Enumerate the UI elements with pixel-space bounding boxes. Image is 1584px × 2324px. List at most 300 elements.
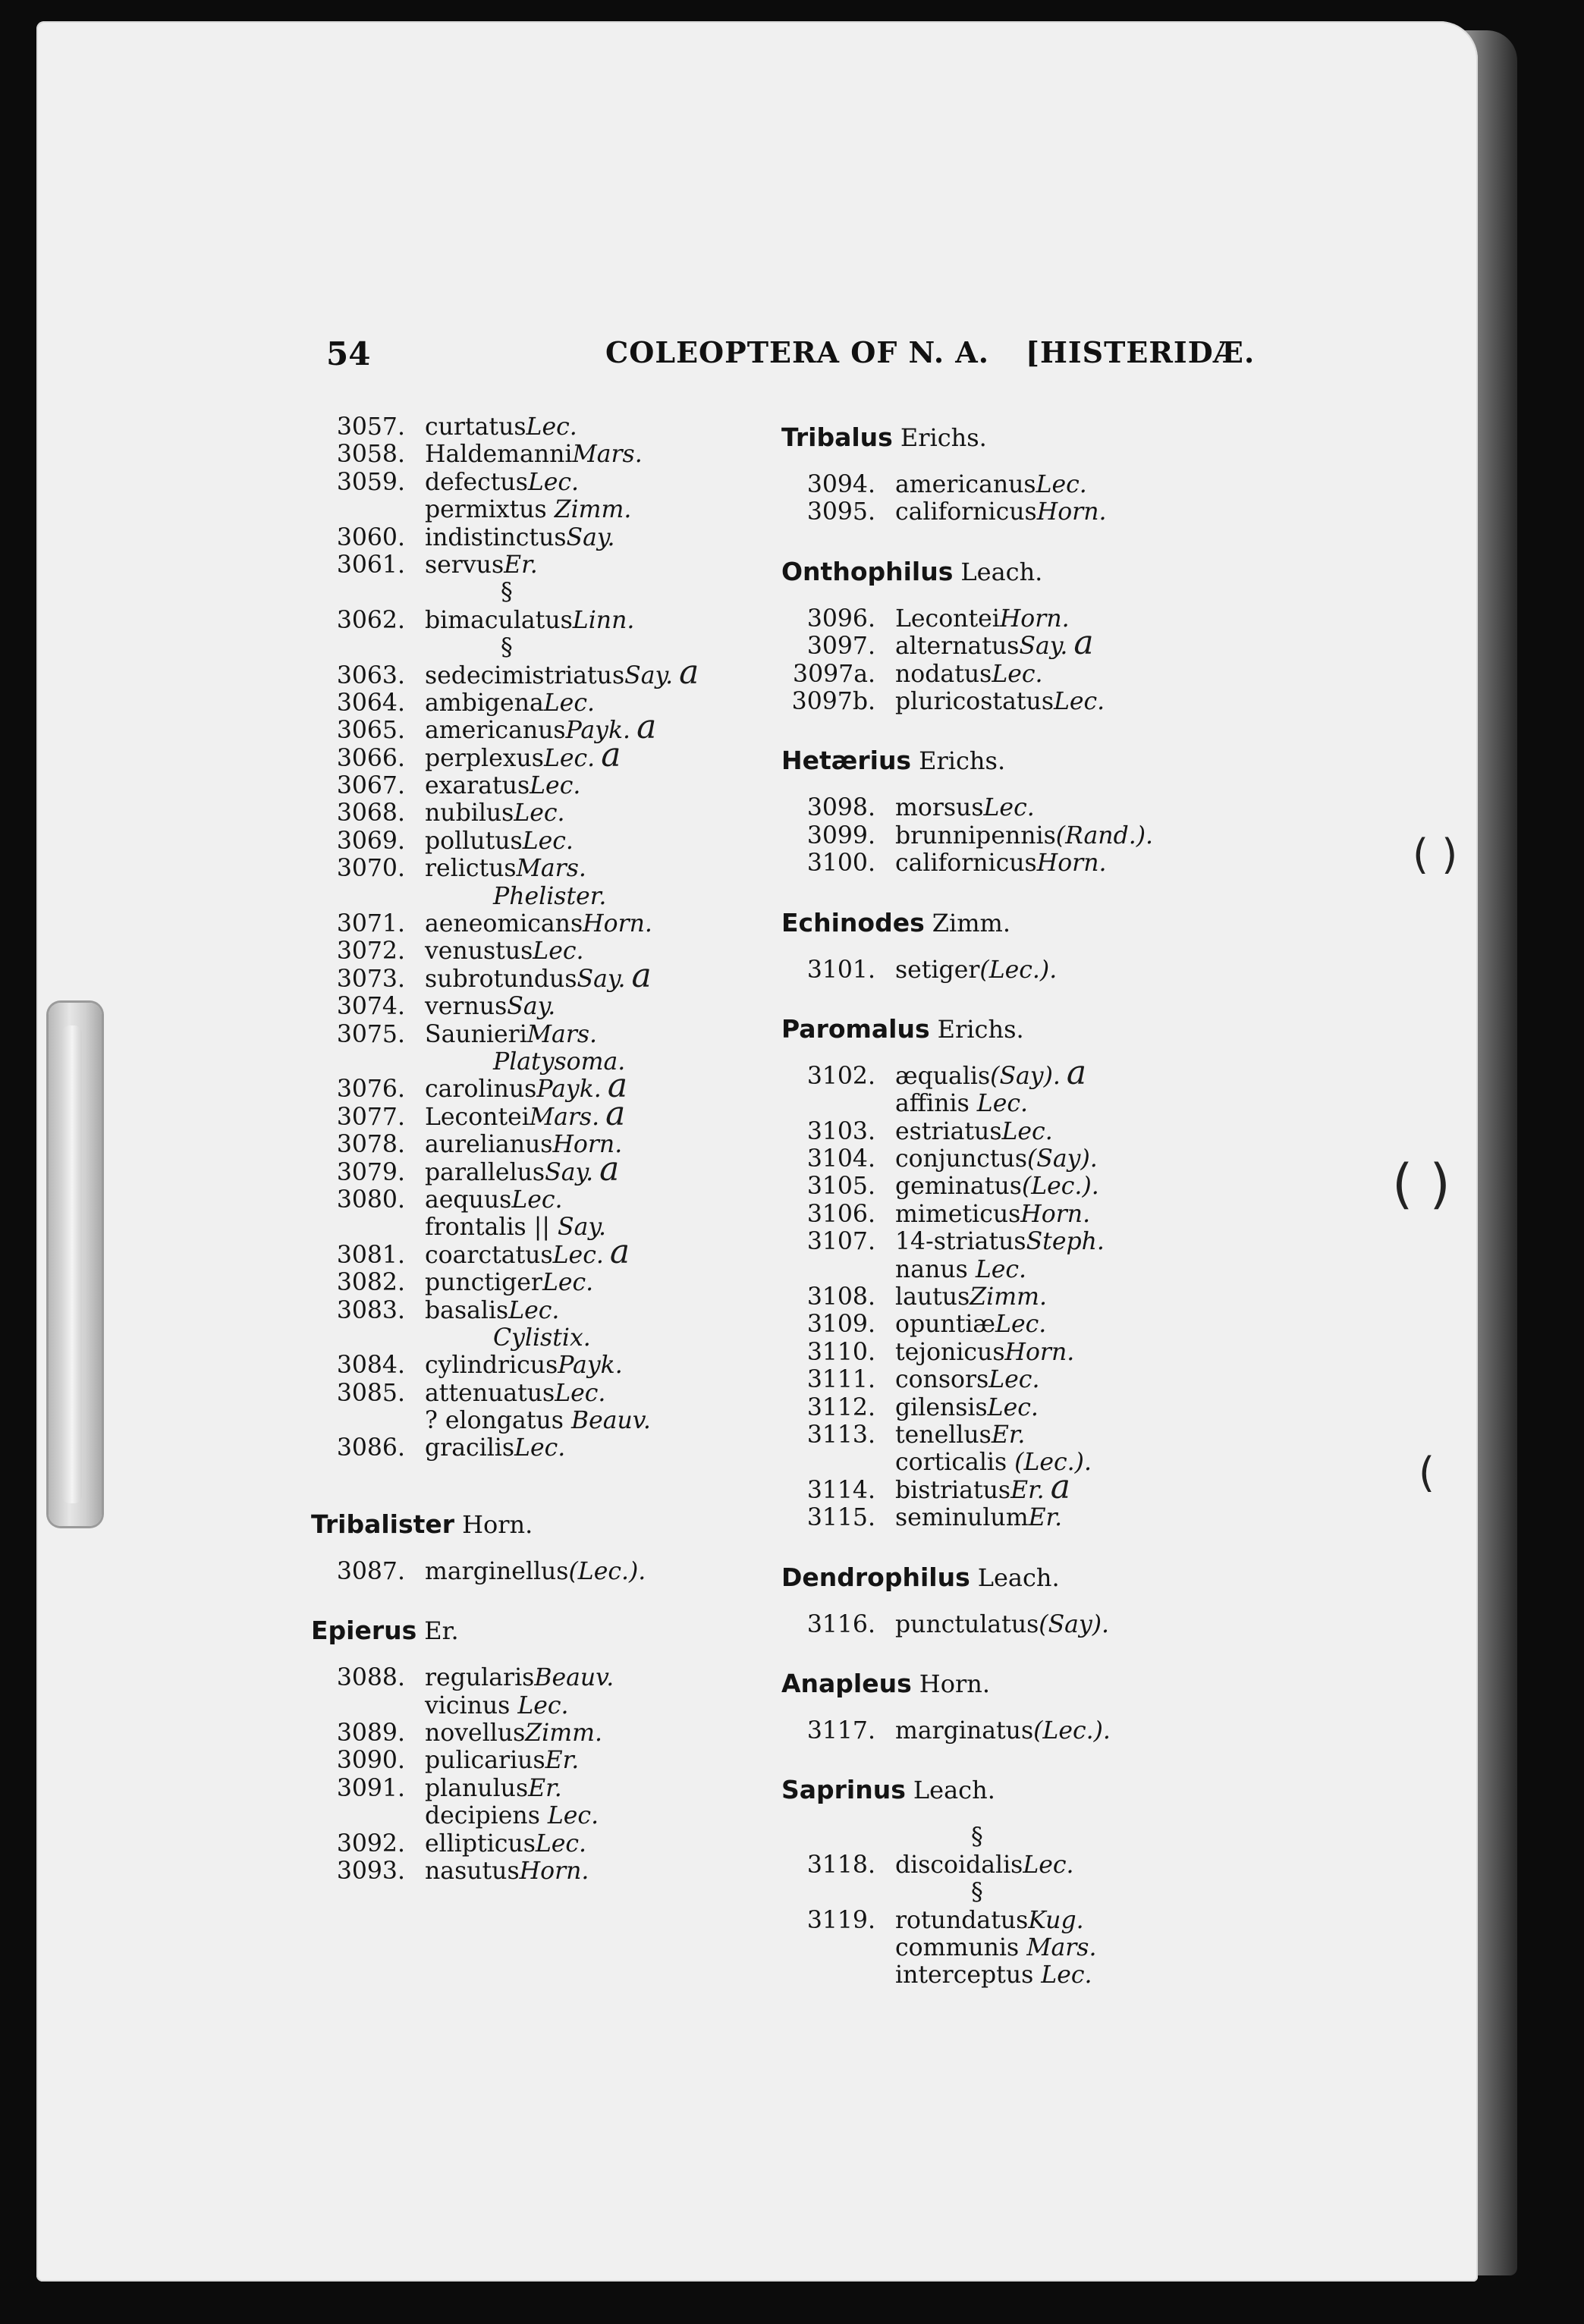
catalog-number: 3114. [806, 1476, 875, 1504]
genus-name: Tribalus [781, 422, 893, 452]
species-entry [781, 1228, 1252, 1255]
author-citation: Lec. [543, 689, 595, 717]
spacer [311, 1549, 736, 1558]
species-name: planulus [425, 1774, 529, 1802]
species-name: exaratus [425, 772, 530, 800]
handwritten-annotation: a [599, 1149, 620, 1189]
species-entry [311, 662, 736, 689]
genus-heading [781, 736, 1252, 785]
catalog-number: 3100. [806, 850, 875, 878]
author-citation: Lec. [1053, 687, 1105, 715]
margin-bracket-mark: ( [1419, 1449, 1435, 1496]
synonym-name: nanus [895, 1255, 968, 1283]
author-citation: Lec. [987, 1393, 1039, 1421]
catalog-number: 3115. [806, 1504, 875, 1532]
author-citation: Say. [566, 523, 615, 551]
species-entry [311, 1352, 736, 1379]
author-citation: Say. [624, 661, 674, 689]
species-name: ellipticus [425, 1829, 536, 1858]
running-title: COLEOPTERA OF N. A. [605, 335, 990, 369]
catalog-number: 3097a. [793, 660, 875, 688]
author-citation: Lec. [976, 1090, 1028, 1118]
species-name: attenuatus [425, 1379, 555, 1407]
catalog-number: 3086. [336, 1434, 405, 1462]
species-entry [311, 1104, 736, 1131]
catalog-number: 3117. [806, 1716, 875, 1745]
species-entry [311, 1076, 736, 1103]
genus-name: Epierus [311, 1616, 417, 1646]
author-citation: Payk. [558, 1352, 623, 1380]
section-mark: § [971, 1823, 983, 1851]
species-entry [311, 1858, 736, 1885]
synonym-entry [311, 1407, 736, 1434]
catalog-number: 3060. [336, 523, 405, 551]
genus-name: Anapleus [781, 1668, 912, 1698]
margin-bracket-mark: ( ) [1413, 831, 1458, 878]
catalog-number: 3065. [336, 717, 405, 745]
genus-author: Horn. [919, 1669, 991, 1698]
catalog-number: 3093. [336, 1857, 405, 1885]
species-entry [311, 910, 736, 937]
species-entry [311, 1775, 736, 1802]
catalog-number: 3105. [806, 1173, 875, 1201]
catalog-number: 3097. [806, 633, 875, 661]
catalog-number: 3082. [336, 1269, 405, 1297]
margin-bracket-mark: ( ) [1392, 1153, 1450, 1215]
author-citation: Beauv. [570, 1407, 651, 1435]
species-entry [781, 471, 1252, 498]
species-name: nodatus [895, 660, 992, 688]
author-citation: Mars. [529, 1103, 600, 1131]
species-name: bimaculatus [425, 606, 573, 634]
species-name: aurelianus [425, 1131, 553, 1159]
author-citation: Er. [991, 1421, 1026, 1449]
author-citation: Lec. [533, 937, 584, 966]
species-entry [311, 1269, 736, 1296]
author-citation: (Say). [990, 1062, 1061, 1090]
species-name: regularis [425, 1664, 535, 1692]
species-entry [311, 855, 736, 882]
species-name: bistriatus [895, 1476, 1011, 1504]
catalog-number: 3081. [336, 1241, 405, 1269]
synonym-entry [781, 1934, 1252, 1961]
section-label: [HISTERIDÆ. [1026, 335, 1256, 369]
author-citation: Lec. [992, 660, 1043, 688]
species-entry [781, 1394, 1252, 1421]
genus-heading [311, 1500, 736, 1549]
genus-name: Dendrophilus [781, 1562, 970, 1592]
species-name: perplexus [425, 744, 544, 772]
subgenus-heading: Cylistix. [493, 1324, 591, 1352]
author-citation: Er. [528, 1774, 562, 1802]
author-citation: Lec. [1036, 471, 1087, 498]
catalog-number: 3057. [336, 413, 405, 441]
catalog-number: 3097b. [791, 687, 875, 715]
catalog-number: 3058. [336, 441, 405, 469]
species-entry [311, 469, 736, 496]
author-citation: Mars. [526, 1020, 598, 1048]
synonym-name: decipiens [425, 1802, 540, 1830]
species-entry [311, 551, 736, 579]
genus-heading [781, 1553, 1252, 1602]
author-citation: Lec. [547, 1802, 599, 1830]
catalog-number: 3119. [806, 1906, 875, 1934]
spacer [781, 1054, 1252, 1063]
section-mark: § [501, 634, 513, 662]
species-entry [781, 688, 1252, 715]
author-citation: Lec. [555, 1379, 606, 1407]
genus-author: Zimm. [932, 908, 1011, 937]
genus-name: Echinodes [781, 907, 925, 937]
species-entry [311, 1664, 736, 1691]
species-entry [781, 1063, 1252, 1090]
genus-author: Er. [424, 1616, 459, 1646]
catalog-number: 3089. [336, 1719, 405, 1748]
author-citation: (Lec.). [1021, 1173, 1099, 1201]
spacer [311, 1462, 736, 1500]
author-citation: Linn. [572, 606, 635, 634]
genus-name: Hetærius [781, 746, 912, 776]
author-citation: Lec. [1023, 1851, 1074, 1879]
species-entry [781, 1907, 1252, 1934]
spacer [781, 1745, 1252, 1766]
genus-heading [781, 1660, 1252, 1708]
author-citation: Lec. [995, 1311, 1047, 1339]
species-name: nubilus [425, 799, 514, 828]
author-citation: Horn. [1004, 1338, 1075, 1366]
species-name: americanus [425, 717, 566, 745]
spacer [781, 526, 1252, 548]
genus-author: Erichs. [919, 746, 1006, 776]
author-citation: Lec. [535, 1829, 587, 1858]
spacer [781, 462, 1252, 471]
author-citation: Lec. [1041, 1961, 1092, 1990]
catalog-number: 3059. [336, 468, 405, 496]
species-entry [781, 1283, 1252, 1311]
genus-author: Horn. [462, 1509, 533, 1539]
author-citation: (Say). [1027, 1145, 1098, 1173]
species-name: pluricostatus [895, 687, 1054, 715]
species-entry [781, 1851, 1252, 1879]
section-mark: § [501, 579, 513, 607]
handwritten-annotation: a [631, 956, 652, 995]
synonym-entry [781, 1090, 1252, 1117]
handwritten-annotation: a [605, 1094, 626, 1133]
spacer [781, 596, 1252, 605]
species-name: tejonicus [895, 1338, 1005, 1366]
author-citation: Lec. [511, 1186, 563, 1214]
author-citation: Say. [1019, 633, 1068, 661]
catalog-number: 3113. [806, 1421, 875, 1449]
species-name: pollutus [425, 827, 523, 855]
right-column [781, 413, 1252, 1990]
species-name: punctiger [425, 1269, 542, 1297]
species-entry [781, 1311, 1252, 1338]
catalog-number: 3108. [806, 1283, 875, 1311]
author-citation: Zimm. [970, 1283, 1047, 1311]
species-name: gilensis [895, 1393, 988, 1421]
species-name: consors [895, 1366, 989, 1394]
species-entry [781, 1201, 1252, 1228]
species-entry [311, 1380, 736, 1407]
handwritten-annotation: a [1066, 1053, 1087, 1092]
author-citation: (Rand.). [1055, 821, 1154, 850]
catalog-number: 3116. [806, 1610, 875, 1638]
handwritten-annotation: a [679, 652, 699, 692]
species-name: lautus [895, 1283, 970, 1311]
genus-author: Erichs. [900, 423, 987, 452]
author-citation: Say. [507, 993, 556, 1021]
species-name: defectus [425, 468, 528, 496]
catalog-number: 3085. [336, 1379, 405, 1407]
author-citation: Lec. [552, 1241, 604, 1269]
synonym-entry [311, 1802, 736, 1829]
species-entry [311, 937, 736, 965]
catalog-number: 3083. [336, 1296, 405, 1324]
species-name: conjunctus [895, 1145, 1027, 1173]
catalog-number: 3099. [806, 821, 875, 850]
catalog-number: 3106. [806, 1200, 875, 1228]
species-name: 14-striatus [895, 1228, 1026, 1256]
author-citation: Lec. [530, 772, 581, 800]
species-name: vernus [425, 993, 508, 1021]
species-entry [311, 1719, 736, 1747]
species-entry [311, 717, 736, 744]
catalog-number: 3088. [336, 1664, 405, 1692]
author-citation: Horn. [1036, 498, 1107, 526]
subgenus-heading: Phelister. [493, 882, 607, 910]
species-entry [311, 689, 736, 717]
species-entry [781, 1145, 1252, 1173]
author-citation: Lec. [542, 1269, 594, 1297]
spacer [781, 1602, 1252, 1611]
species-entry [311, 966, 736, 993]
catalog-number: 3104. [806, 1145, 875, 1173]
author-citation: Lec. [988, 1366, 1040, 1394]
catalog-number: 3080. [336, 1186, 405, 1214]
species-name: punctulatus [895, 1610, 1039, 1638]
catalog-number: 3078. [336, 1131, 405, 1159]
spacer [781, 715, 1252, 736]
author-citation: Er. [1010, 1476, 1045, 1504]
author-citation: Lec. [522, 827, 574, 855]
author-citation: Er. [1028, 1504, 1063, 1532]
genus-heading [781, 413, 1252, 462]
species-name: mimeticus [895, 1200, 1021, 1228]
author-citation: Lec. [527, 468, 580, 496]
species-name: marginatus [895, 1716, 1034, 1745]
spacer [781, 1532, 1252, 1553]
catalog-number: 3067. [336, 772, 405, 800]
author-citation: Lec. [983, 794, 1035, 822]
species-entry [311, 1021, 736, 1048]
synonym-entry [311, 1214, 736, 1241]
species-entry [781, 661, 1252, 688]
species-entry [781, 498, 1252, 526]
species-name: Lecontei [425, 1103, 530, 1131]
species-entry [311, 1297, 736, 1324]
species-name: æqualis [895, 1062, 991, 1090]
species-name: setiger [895, 956, 980, 984]
catalog-number: 3107. [806, 1228, 875, 1256]
catalog-number: 3072. [336, 937, 405, 966]
species-name: seminulum [895, 1504, 1029, 1532]
species-entry [311, 1242, 736, 1269]
species-entry [311, 745, 736, 772]
catalog-number: 3094. [806, 471, 875, 498]
catalog-number: 3092. [336, 1829, 405, 1858]
catalog-number: 3103. [806, 1117, 875, 1145]
handwritten-annotation: a [607, 1066, 628, 1106]
catalog-number: 3064. [336, 689, 405, 717]
author-citation: Lec. [517, 1691, 569, 1719]
author-citation: Zimm. [525, 1719, 603, 1748]
synonym-entry [311, 1692, 736, 1719]
author-citation: Mars. [572, 441, 643, 469]
author-citation: Payk. [536, 1076, 602, 1104]
species-name: servus [425, 551, 504, 579]
left-column [311, 413, 736, 1885]
catalog-number: 3098. [806, 794, 875, 822]
species-entry [311, 1558, 736, 1585]
catalog-number: 3095. [806, 498, 875, 526]
species-entry [311, 772, 736, 799]
species-entry [311, 1131, 736, 1158]
synonym-name: interceptus [895, 1961, 1034, 1990]
catalog-number: 3102. [806, 1062, 875, 1090]
catalog-number: 3061. [336, 551, 405, 579]
catalog-number: 3111. [806, 1366, 875, 1394]
species-entry [311, 1434, 736, 1462]
author-citation: Lec. [975, 1255, 1027, 1283]
species-entry [781, 1717, 1252, 1745]
species-name: aequus [425, 1186, 512, 1214]
author-citation: (Lec.). [979, 956, 1058, 984]
species-entry [781, 956, 1252, 984]
catalog-number: 3076. [336, 1076, 405, 1104]
synonym-name: permixtus [425, 496, 547, 524]
species-entry [781, 1118, 1252, 1145]
genus-name: Onthophilus [781, 556, 954, 586]
author-citation: Er. [545, 1747, 580, 1775]
spacer [781, 1708, 1252, 1717]
author-citation: Beauv. [534, 1664, 614, 1692]
author-citation: Say. [545, 1158, 594, 1186]
species-name: aeneomicans [425, 910, 583, 938]
species-entry [781, 1339, 1252, 1366]
species-entry [311, 607, 736, 634]
handwritten-annotation: a [601, 735, 621, 774]
species-entry [781, 1173, 1252, 1200]
author-citation: Er. [504, 551, 538, 579]
species-entry [781, 822, 1252, 850]
species-name: subrotundus [425, 965, 577, 993]
species-name: geminatus [895, 1173, 1022, 1201]
genus-author: Leach. [977, 1562, 1060, 1592]
species-entry [311, 993, 736, 1020]
species-entry [781, 1504, 1252, 1531]
species-entry [311, 1186, 736, 1214]
catalog-number: 3070. [336, 855, 405, 883]
spacer [781, 947, 1252, 956]
synonym-entry [781, 1961, 1252, 1989]
species-name: estriatus [895, 1117, 1002, 1145]
species-name: californicus [895, 850, 1037, 878]
species-entry [311, 799, 736, 827]
catalog-number: 3110. [806, 1338, 875, 1366]
author-citation: Steph. [1026, 1228, 1105, 1256]
author-citation: Horn. [519, 1857, 589, 1885]
author-citation: (Lec.). [568, 1557, 646, 1585]
species-entry [311, 1747, 736, 1774]
page-number: 54 [326, 335, 371, 372]
author-citation: (Lec.). [1033, 1716, 1111, 1745]
spacer [311, 1655, 736, 1664]
author-citation: Kug. [1028, 1906, 1084, 1934]
genus-name: Tribalister [311, 1509, 455, 1539]
catalog-number: 3109. [806, 1311, 875, 1339]
catalog-number: 3068. [336, 799, 405, 828]
catalog-number: 3096. [806, 605, 875, 633]
species-entry [781, 794, 1252, 821]
species-name: relictus [425, 855, 517, 883]
author-citation: Zimm. [554, 496, 632, 524]
handwritten-annotation: a [609, 1232, 630, 1271]
handwritten-annotation: a [1050, 1467, 1070, 1506]
genus-author: Leach. [913, 1776, 995, 1805]
species-entry [781, 1611, 1252, 1638]
synonym-name: frontalis || [425, 1214, 550, 1242]
species-name: gracilis [425, 1434, 515, 1462]
author-citation: Horn. [999, 605, 1070, 633]
catalog-number: 3112. [806, 1393, 875, 1421]
author-citation: Say. [557, 1214, 606, 1242]
species-name: pulicarius [425, 1747, 545, 1775]
species-name: marginellus [425, 1557, 569, 1585]
author-citation: Lec. [526, 413, 577, 441]
species-entry [311, 413, 736, 441]
species-name: Lecontei [895, 605, 1000, 633]
subgenus-heading: Platysoma. [493, 1047, 626, 1076]
synonym-name: affinis [895, 1090, 970, 1118]
species-name: sedecimistriatus [425, 661, 625, 689]
catalog-number: 3063. [336, 661, 405, 689]
species-entry [781, 1421, 1252, 1449]
author-citation: Horn. [583, 910, 652, 938]
handwritten-annotation: a [1073, 623, 1094, 663]
genus-name: Saprinus [781, 1775, 906, 1805]
spacer [781, 878, 1252, 899]
author-citation: Horn. [1036, 850, 1107, 878]
author-citation: Lec. [508, 1296, 560, 1324]
author-citation: Mars. [1026, 1933, 1097, 1961]
handwritten-annotation: a [636, 708, 657, 747]
species-entry [311, 1159, 736, 1186]
species-entry [781, 605, 1252, 633]
species-name: indistinctus [425, 523, 567, 551]
synonym-entry [781, 1256, 1252, 1283]
catalog-number: 3075. [336, 1020, 405, 1048]
catalog-number: 3079. [336, 1158, 405, 1186]
spacer [781, 785, 1252, 794]
synonym-name: communis [895, 1933, 1020, 1961]
genus-author: Erichs. [937, 1014, 1024, 1044]
catalog-number: 3066. [336, 744, 405, 772]
synonym-entry [781, 1449, 1252, 1476]
synonym-entry [311, 496, 736, 523]
species-name: curtatus [425, 413, 526, 441]
species-entry [311, 1830, 736, 1858]
